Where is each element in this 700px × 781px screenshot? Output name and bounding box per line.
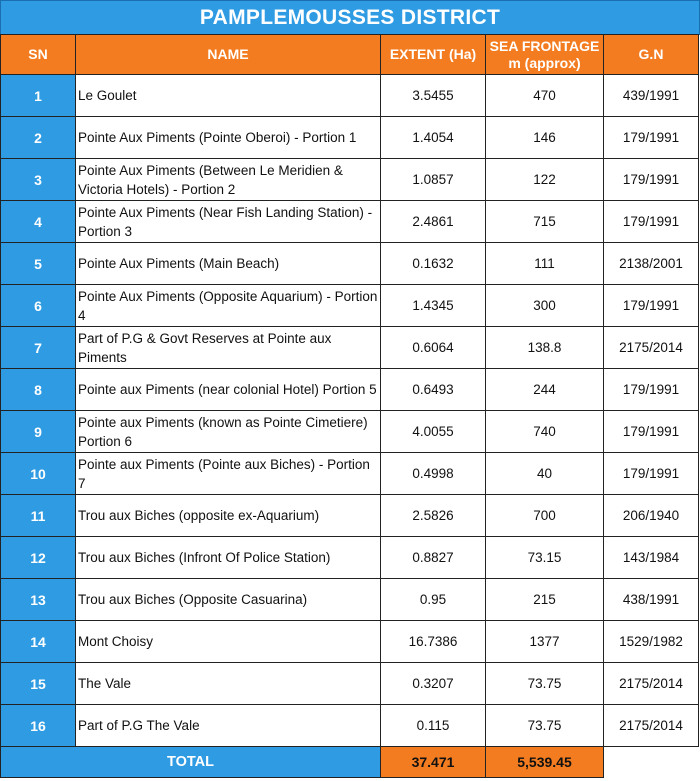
row-sea-frontage: 73.15 [486,537,604,579]
header-gn: G.N [604,35,699,75]
row-sea-frontage: 40 [486,453,604,495]
row-sea-frontage: 470 [486,75,604,117]
row-name: Pointe aux Piments (Pointe aux Biches) - Portion 7 [76,453,381,495]
row-sn: 5 [1,243,76,285]
header-row [1,35,699,75]
row-sn: 13 [1,579,76,621]
row-extent: 0.6064 [381,327,486,369]
row-sn: 6 [1,285,76,327]
row-gn: 179/1991 [604,117,699,159]
row-name: Part of P.G The Vale [76,705,381,747]
row-sn: 11 [1,495,76,537]
row-sn: 7 [1,327,76,369]
row-extent: 3.5455 [381,75,486,117]
table-row [1,201,699,243]
table-row [1,579,699,621]
row-sea-frontage: 73.75 [486,663,604,705]
row-sn: 2 [1,117,76,159]
row-sea-frontage: 111 [486,243,604,285]
header-name: NAME [76,35,381,75]
row-extent: 0.1632 [381,243,486,285]
row-sea-frontage: 244 [486,369,604,411]
row-name: Pointe Aux Piments (Between Le Meridien & Victoria Hotels) - Portion 2 [76,159,381,201]
header-extent: EXTENT (Ha) [381,35,486,75]
row-extent: 2.5826 [381,495,486,537]
row-name: Trou aux Biches (Infront Of Police Station) [76,537,381,579]
row-name: Part of P.G & Govt Reserves at Pointe aux Piments [76,327,381,369]
row-gn: 438/1991 [604,579,699,621]
row-extent: 2.4861 [381,201,486,243]
row-sea-frontage: 700 [486,495,604,537]
row-name: Trou aux Biches (Opposite Casuarina) [76,579,381,621]
table-row [1,243,699,285]
table-row [1,159,699,201]
row-sea-frontage: 715 [486,201,604,243]
row-gn: 179/1991 [604,201,699,243]
row-sn: 8 [1,369,76,411]
row-extent: 0.3207 [381,663,486,705]
row-gn: 179/1991 [604,411,699,453]
total-sea-frontage: 5,539.45 [486,747,604,778]
header-sea-frontage: SEA FRONTAGE m (approx) [486,35,604,75]
row-gn: 179/1991 [604,285,699,327]
row-sn: 1 [1,75,76,117]
row-gn: 2175/2014 [604,705,699,747]
row-gn: 439/1991 [604,75,699,117]
row-extent: 0.4998 [381,453,486,495]
table-row [1,75,699,117]
total-row [1,747,699,778]
row-gn: 2175/2014 [604,327,699,369]
table-body [1,75,699,747]
beaches-table [0,34,699,778]
header-sn: SN [1,35,76,75]
row-name: The Vale [76,663,381,705]
row-sea-frontage: 1377 [486,621,604,663]
row-gn: 206/1940 [604,495,699,537]
row-gn: 1529/1982 [604,621,699,663]
row-sea-frontage: 146 [486,117,604,159]
table-row [1,117,699,159]
row-extent: 0.95 [381,579,486,621]
row-sn: 14 [1,621,76,663]
row-sn: 12 [1,537,76,579]
row-sea-frontage: 122 [486,159,604,201]
row-sea-frontage: 215 [486,579,604,621]
row-gn: 2138/2001 [604,243,699,285]
row-name: Mont Choisy [76,621,381,663]
table-row [1,453,699,495]
row-sn: 4 [1,201,76,243]
row-name: Pointe Aux Piments (Main Beach) [76,243,381,285]
row-name: Pointe Aux Piments (Opposite Aquarium) - Portion 4 [76,285,381,327]
row-extent: 0.8827 [381,537,486,579]
table-row [1,705,699,747]
table-row [1,663,699,705]
row-sn: 9 [1,411,76,453]
row-sn: 10 [1,453,76,495]
row-gn: 179/1991 [604,159,699,201]
table-row [1,285,699,327]
row-name: Pointe aux Piments (known as Pointe Cimetiere) Portion 6 [76,411,381,453]
row-name: Pointe aux Piments (near colonial Hotel) Portion 5 [76,369,381,411]
row-name: Le Goulet [76,75,381,117]
row-extent: 1.4345 [381,285,486,327]
row-name: Trou aux Biches (opposite ex-Aquarium) [76,495,381,537]
row-sn: 16 [1,705,76,747]
row-extent: 1.0857 [381,159,486,201]
row-gn: 179/1991 [604,369,699,411]
row-sn: 15 [1,663,76,705]
row-gn: 2175/2014 [604,663,699,705]
table-row [1,621,699,663]
table-row [1,369,699,411]
row-extent: 1.4054 [381,117,486,159]
row-extent: 16.7386 [381,621,486,663]
row-sea-frontage: 740 [486,411,604,453]
row-gn: 179/1991 [604,453,699,495]
row-sea-frontage: 73.75 [486,705,604,747]
total-extent: 37.471 [381,747,486,778]
table-row [1,411,699,453]
row-name: Pointe Aux Piments (Pointe Oberoi) - Portion 1 [76,117,381,159]
row-gn: 143/1984 [604,537,699,579]
total-label: TOTAL [1,747,381,778]
row-name: Pointe Aux Piments (Near Fish Landing Station) - Portion 3 [76,201,381,243]
table-title: PAMPLEMOUSSES DISTRICT [0,0,700,35]
total-blank-cell [604,747,699,778]
row-sn: 3 [1,159,76,201]
row-extent: 0.115 [381,705,486,747]
table-row [1,327,699,369]
row-extent: 0.6493 [381,369,486,411]
table-row [1,537,699,579]
row-sea-frontage: 300 [486,285,604,327]
row-sea-frontage: 138.8 [486,327,604,369]
table-row [1,495,699,537]
row-extent: 4.0055 [381,411,486,453]
